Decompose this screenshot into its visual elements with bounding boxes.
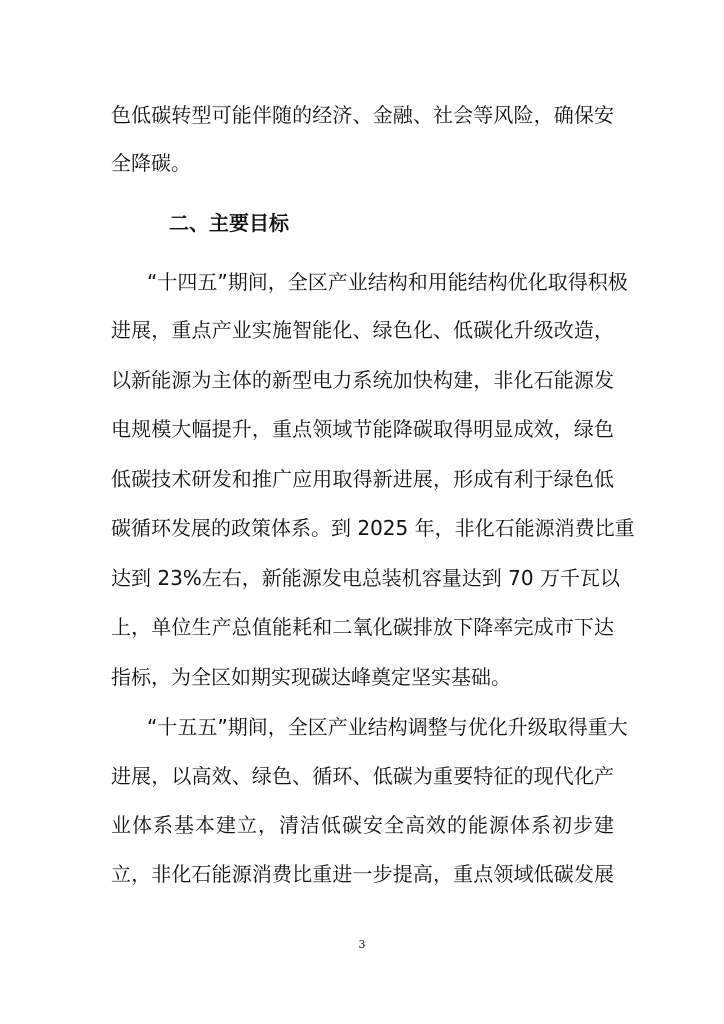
text-line: 电规模大幅提升，重点领域节能降碳取得明显成效，绿色	[111, 417, 614, 441]
text-line: 全降碳。	[111, 151, 191, 175]
text-line: “十五五”期间，全区产业结构调整与优化升级取得重大	[147, 715, 628, 739]
text-line: 上，单位生产总值能耗和二氧化碳排放下降率完成市下达	[111, 615, 614, 639]
text-line: 以新能源为主体的新型电力系统加快构建，非化石能源发	[111, 368, 614, 392]
text-line: 碳循环发展的政策体系。到 2025 年，非化石能源消费比重	[111, 516, 635, 540]
text-line: “十四五”期间，全区产业结构和用能结构优化取得积极	[147, 270, 628, 294]
text-line: 低碳技术研发和推广应用取得新进展，形成有利于绿色低	[111, 467, 614, 491]
text-line: 色低碳转型可能伴随的经济、金融、社会等风险，确保安	[111, 103, 614, 127]
text-line: 达到 23%左右，新能源发电总装机容量达到 70 万千瓦以	[111, 566, 620, 590]
text-line: 进展，以高效、绿色、循环、低碳为重要特征的现代化产	[111, 764, 614, 788]
text-line: 进展，重点产业实施智能化、绿色化、低碳化升级改造，	[111, 318, 614, 342]
page-number: 3	[358, 938, 366, 951]
text-line: 业体系基本建立，清洁低碳安全高效的能源体系初步建	[111, 813, 614, 837]
text-line: 立，非化石能源消费比重进一步提高，重点领域低碳发展	[111, 862, 614, 886]
text-line: 指标，为全区如期实现碳达峰奠定坚实基础。	[111, 665, 511, 689]
section-heading: 二、主要目标	[169, 211, 289, 235]
